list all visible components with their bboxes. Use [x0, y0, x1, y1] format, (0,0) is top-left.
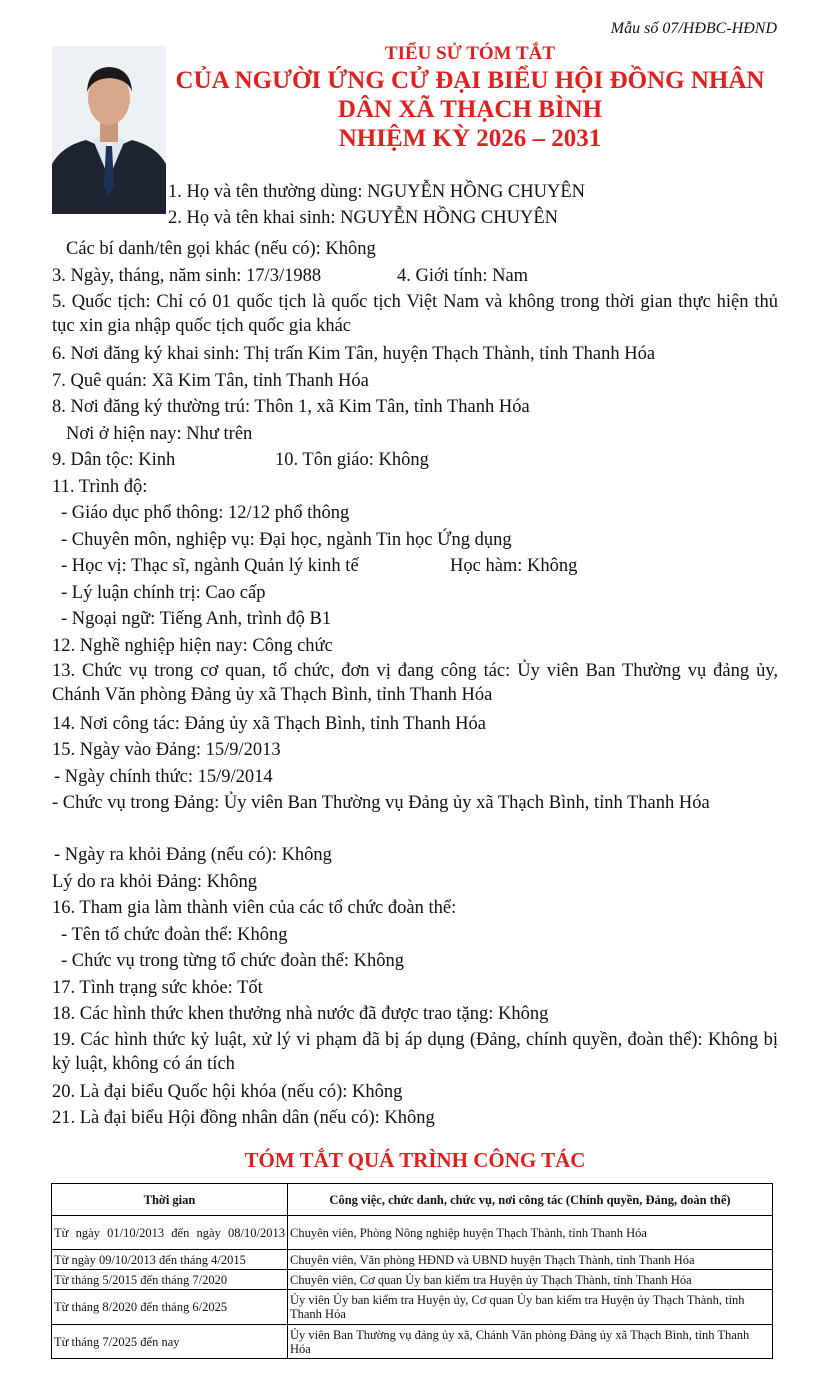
- field-academic-rank: Học hàm: Không: [450, 556, 578, 576]
- subtitle-line-1: CỦA NGƯỜI ỨNG CỬ ĐẠI BIỂU HỘI ĐỒNG NHÂN: [175, 67, 765, 94]
- subtitle-line-3: NHIỆM KỲ 2026 – 2031: [338, 125, 602, 152]
- field-permanent-residence: 8. Nơi đăng ký thường trú: Thôn 1, xã Kim Tân, tỉnh Thanh Hóa: [52, 397, 530, 417]
- column-header-position: Công việc, chức danh, chức vụ, nơi công tác (Chính quyền, Đảng, đoàn thể): [288, 1184, 773, 1216]
- work-history-table: [51, 1183, 773, 1359]
- subtitle-line-2: DÂN XÃ THẠCH BÌNH: [337, 96, 603, 123]
- candidate-portrait-photo: [52, 46, 166, 214]
- column-header-period: Thời gian: [52, 1184, 288, 1216]
- document-title: TIỂU SỬ TÓM TẮT: [384, 43, 556, 64]
- field-party-join-date: 15. Ngày vào Đảng: 15/9/2013: [52, 740, 281, 760]
- field-alias: Các bí danh/tên gọi khác (nếu có): Không: [66, 239, 376, 259]
- field-party-official-date: - Ngày chính thức: 15/9/2014: [54, 767, 273, 787]
- field-specialty: - Chuyên môn, nghiệp vụ: Đại học, ngành Tin học Ứng dụng: [61, 530, 512, 550]
- field-ethnicity: 9. Dân tộc: Kinh: [52, 450, 176, 470]
- table-header-row: [52, 1184, 773, 1216]
- period-text: Từ ngày 01/10/2013 đến ngày 08/10/2013: [54, 1225, 285, 1240]
- form-code: Mẫu số 07/HĐBC-HĐND: [610, 20, 777, 37]
- field-religion: 10. Tôn giáo: Không: [275, 450, 429, 470]
- field-general-education: - Giáo dục phổ thông: 12/12 phổ thông: [61, 503, 350, 523]
- field-hometown: 7. Quê quán: Xã Kim Tân, tỉnh Thanh Hóa: [52, 371, 369, 391]
- field-birth-name: 2. Họ và tên khai sinh: NGUYỄN HỒNG CHUYÊN: [168, 208, 558, 228]
- field-national-assembly: 20. Là đại biểu Quốc hội khóa (nếu có): Không: [52, 1082, 403, 1102]
- field-occupation: 12. Nghề nghiệp hiện nay: Công chức: [52, 636, 333, 656]
- row-period: [52, 1216, 288, 1250]
- table-row: [52, 1270, 773, 1290]
- field-current-residence: Nơi ở hiện nay: Như trên: [66, 424, 253, 444]
- table-row: [52, 1250, 773, 1270]
- field-education-heading: 11. Trình độ:: [52, 477, 148, 497]
- table-row: [52, 1216, 773, 1250]
- row-period: Từ tháng 7/2025 đến nay: [52, 1325, 288, 1359]
- field-workplace: 14. Nơi công tác: Đảng ủy xã Thạch Bình, tỉnh Thanh Hóa: [52, 714, 487, 734]
- field-discipline: 19. Các hình thức kỷ luật, xử lý vi phạm đã bị áp dụng (Đảng, chính quyền, đoàn thể): Không bị kỷ luật, không có án tích: [52, 1030, 778, 1074]
- field-awards: 18. Các hình thức khen thưởng nhà nước đã được trao tặng: Không: [52, 1004, 549, 1024]
- row-period: Từ ngày 09/10/2013 đến tháng 4/2015: [52, 1250, 288, 1270]
- field-organizations-heading: 16. Tham gia làm thành viên của các tổ chức đoàn thể:: [52, 898, 457, 918]
- field-foreign-language: - Ngoại ngữ: Tiếng Anh, trình độ B1: [61, 609, 332, 629]
- field-birth-date: 3. Ngày, tháng, năm sinh: 17/3/1988: [52, 266, 322, 286]
- field-common-name: 1. Họ và tên thường dùng: NGUYỄN HỒNG CHUYÊN: [168, 182, 586, 202]
- table-row: [52, 1290, 773, 1325]
- row-period: Từ tháng 8/2020 đến tháng 6/2025: [52, 1290, 288, 1325]
- portrait-illustration: [52, 46, 166, 214]
- field-academic-degree: - Học vị: Thạc sĩ, ngành Quản lý kinh tế: [61, 556, 359, 576]
- field-nationality: 5. Quốc tịch: Chỉ có 01 quốc tịch là quốc tịch Việt Nam và không trong thời gian thực hiện thủ tục xin gia nhập quốc tịch quốc gia khác: [52, 292, 778, 336]
- document-subtitle: [170, 66, 770, 153]
- field-current-position: 13. Chức vụ trong cơ quan, tổ chức, đơn vị đang công tác: Ủy viên Ban Thường vụ đảng ủy, Chánh Văn phòng Đảng ủy xã Thạch Bình, tỉnh Thanh Hóa: [52, 661, 778, 705]
- table-row: [52, 1325, 773, 1359]
- field-birth-registration: 6. Nơi đăng ký khai sinh: Thị trấn Kim Tân, huyện Thạch Thành, tỉnh Thanh Hóa: [52, 344, 656, 364]
- work-history-title: TÓM TẮT QUÁ TRÌNH CÔNG TÁC: [244, 1148, 586, 1172]
- row-position: Ủy viên Ủy ban kiểm tra Huyện ủy, Cơ quan Ủy ban kiểm tra Huyện ủy Thạch Thành, tỉnh Thanh Hóa: [288, 1290, 773, 1325]
- row-position: Chuyên viên, Phòng Nông nghiệp huyện Thạch Thành, tỉnh Thanh Hóa: [288, 1216, 773, 1250]
- field-gender: 4. Giới tính: Nam: [397, 266, 529, 286]
- field-health: 17. Tình trạng sức khỏe: Tốt: [52, 978, 263, 998]
- field-party-exit-reason: Lý do ra khỏi Đảng: Không: [52, 872, 258, 892]
- row-position: Ủy viên Ban Thường vụ đảng ủy xã, Chánh Văn phòng Đảng ủy xã Thạch Bình, tỉnh Thanh Hóa: [288, 1325, 773, 1359]
- row-position: Chuyên viên, Cơ quan Ủy ban kiểm tra Huyện ủy Thạch Thành, tỉnh Thanh Hóa: [288, 1270, 773, 1290]
- row-position: Chuyên viên, Văn phòng HĐND và UBND huyện Thạch Thành, tỉnh Thanh Hóa: [288, 1250, 773, 1270]
- field-party-exit-date: - Ngày ra khỏi Đảng (nếu có): Không: [54, 845, 332, 865]
- row-period: Từ tháng 5/2015 đến tháng 7/2020: [52, 1270, 288, 1290]
- field-organization-name: - Tên tổ chức đoàn thể: Không: [61, 925, 288, 945]
- field-party-position: - Chức vụ trong Đảng: Ủy viên Ban Thường vụ Đảng ủy xã Thạch Bình, tỉnh Thanh Hóa: [52, 793, 710, 813]
- field-peoples-council: 21. Là đại biểu Hội đồng nhân dân (nếu có): Không: [52, 1108, 435, 1128]
- field-organization-position: - Chức vụ trong từng tổ chức đoàn thể: Không: [61, 951, 404, 971]
- field-political-theory: - Lý luận chính trị: Cao cấp: [61, 583, 266, 603]
